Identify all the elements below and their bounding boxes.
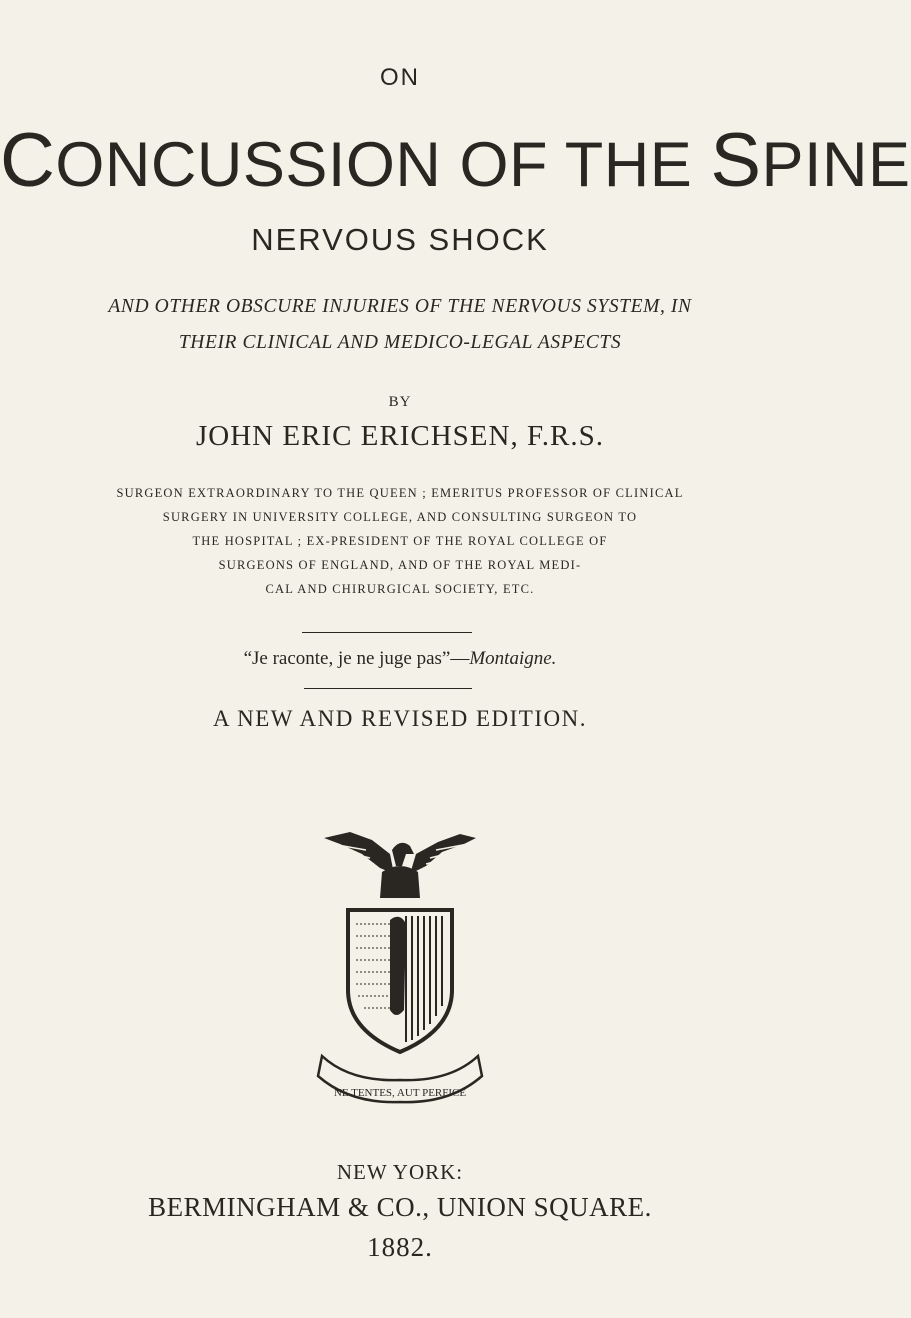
title-word-concussion: ONCUSSION (55, 130, 442, 200)
credentials-line: SURGEON EXTRAORDINARY TO THE QUEEN ; EMERITUS PROFESSOR OF CLINICAL (116, 486, 684, 500)
divider-rule (304, 688, 472, 689)
title-initial-c: C (0, 118, 56, 203)
credentials-line: THE HOSPITAL ; EX-PRESIDENT OF THE ROYAL COLLEGE OF (192, 534, 608, 548)
italic-subtitle-line-1: AND OTHER OBSCURE INJURIES OF THE NERVOUS SYSTEM, IN (108, 296, 692, 317)
device-motto: NE TENTES, AUT PERFICE (333, 1087, 467, 1099)
title-initial-s: S (710, 118, 762, 203)
epigraph-quote: “Je raconte, je ne juge pas”— (243, 648, 470, 669)
credentials-line: SURGERY IN UNIVERSITY COLLEGE, AND CONSULTING SURGEON TO (162, 510, 638, 524)
credentials-line: CAL AND CHIRURGICAL SOCIETY, ETC. (265, 582, 535, 596)
edition-statement: A NEW AND REVISED EDITION. (213, 706, 587, 731)
title-of-the: OF THE (459, 130, 693, 200)
book-title (0, 118, 911, 203)
printers-device-eagle-shield-icon (310, 820, 490, 1120)
italic-subtitle-line-2: THEIR CLINICAL AND MEDICO-LEGAL ASPECTS (178, 332, 622, 353)
by-label: BY (388, 394, 412, 410)
title-word-spine: PINE (761, 130, 911, 200)
credentials-line: SURGEONS OF ENGLAND, AND OF THE ROYAL MEDI- (218, 558, 582, 572)
subtitle: NERVOUS SHOCK (251, 222, 549, 257)
divider-rule (302, 632, 472, 633)
publication-year: 1882. (367, 1232, 433, 1262)
publication-place: NEW YORK: (336, 1160, 464, 1184)
publisher: BERMINGHAM & CO., UNION SQUARE. (148, 1192, 652, 1222)
author-name: JOHN ERIC ERICHSEN, F.R.S. (196, 420, 604, 452)
epigraph-author: Montaigne. (469, 648, 557, 669)
pre-title: ON (380, 64, 420, 91)
epigraph (0, 648, 800, 670)
